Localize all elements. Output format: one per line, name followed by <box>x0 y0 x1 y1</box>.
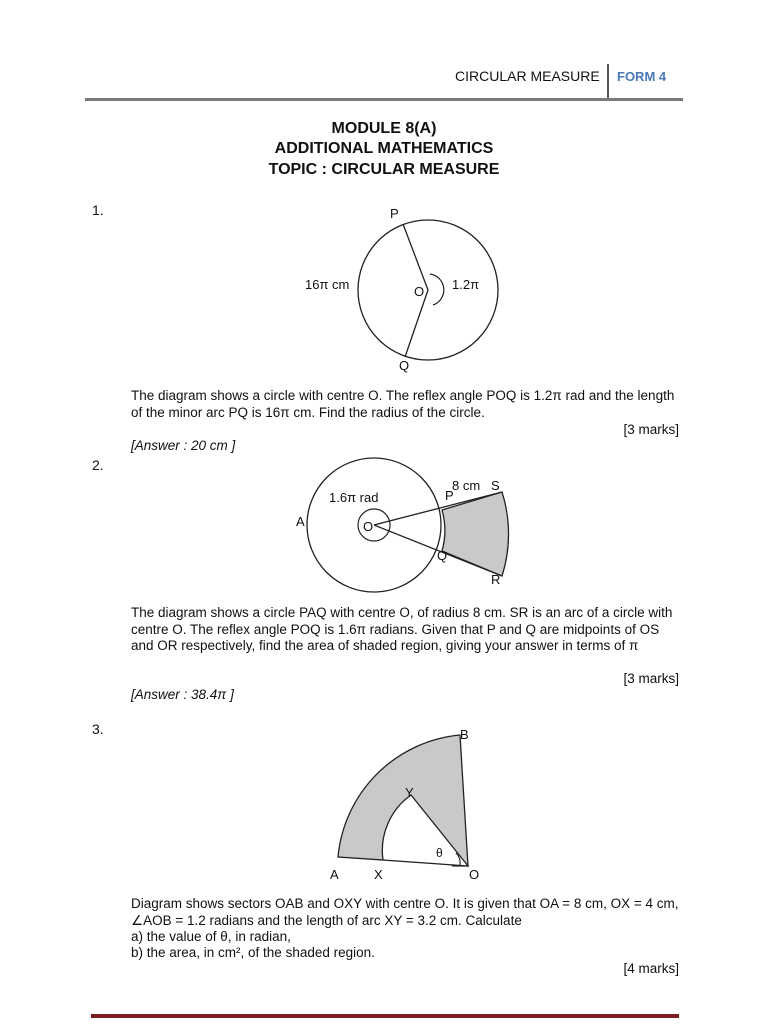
q3-label-theta: θ <box>436 846 443 860</box>
question-2-diagram <box>290 452 520 597</box>
title-module: MODULE 8(A) <box>331 120 437 137</box>
question-3-number: 3. <box>92 721 104 737</box>
q1-label-q: Q <box>399 358 410 373</box>
q1-label-o: O <box>414 284 425 299</box>
question-3-text: Diagram shows sectors OAB and OXY with centre O. It is given that OA = 8 cm, OX = 4 cm, ∠AOB = 1.2 radians and the length of arc XY = 3.2 cm. Calculate <box>131 896 679 928</box>
q2-label-a: A <box>296 514 305 529</box>
q1-label-arc: 16π cm <box>305 277 350 292</box>
q3-label-b: B <box>460 727 469 742</box>
q2-label-s: S <box>491 478 500 493</box>
question-1-answer: [Answer : 20 cm ] <box>131 438 236 453</box>
q1-label-angle: 1.2π <box>452 277 480 292</box>
q2-label-q: Q <box>437 548 448 563</box>
title-topic: TOPIC : CIRCULAR MEASURE <box>268 161 500 178</box>
title-subject: ADDITIONAL MATHEMATICS <box>274 140 494 157</box>
question-1-marks: [3 marks] <box>623 422 679 437</box>
q1-label-p: P <box>390 206 399 221</box>
q2-label-angle: 1.6π rad <box>329 490 379 505</box>
q3-label-x: X <box>374 867 383 882</box>
question-1-diagram <box>290 200 510 380</box>
header-rule <box>85 98 683 101</box>
question-3-diagram <box>310 720 510 890</box>
q2-label-p: P <box>445 488 454 503</box>
header-divider <box>607 64 609 100</box>
question-1-number: 1. <box>92 202 104 218</box>
question-1-text: The diagram shows a circle with centre O. The reflex angle POQ is 1.2π rad and the length of the minor arc PQ is 16π cm. Find the radius of the circle. <box>131 388 675 420</box>
question-2-answer: [Answer : 38.4π ] <box>131 687 234 702</box>
question-3-marks: [4 marks] <box>623 961 679 976</box>
header-topic: CIRCULAR MEASURE <box>455 68 600 84</box>
q3-label-a: A <box>330 867 339 882</box>
q2-label-o: O <box>363 519 374 534</box>
question-2-number: 2. <box>92 457 104 473</box>
question-2-marks: [3 marks] <box>623 671 679 686</box>
question-3-part-a: a) the value of θ, in radian, <box>131 929 291 944</box>
q1-radius-op <box>403 224 428 290</box>
q2-label-r: R <box>491 572 501 587</box>
footer-rule <box>91 1014 679 1018</box>
q2-label-length: 8 cm <box>452 478 481 493</box>
q3-label-y: Y <box>405 785 414 800</box>
q1-radius-oq <box>405 290 428 357</box>
q1-angle-arc <box>430 274 444 305</box>
question-3-part-b: b) the area, in cm², of the shaded region. <box>131 945 375 960</box>
header-form: FORM 4 <box>617 69 667 84</box>
question-2-text: The diagram shows a circle PAQ with centre O, of radius 8 cm. SR is an arc of a circle with centre O. The reflex angle POQ is 1.6π radians. Given that P and Q are midpoints of OS and OR respectively, find the area of shaded region, giving your answer in terms of π <box>131 605 673 653</box>
q3-label-o: O <box>469 867 480 882</box>
